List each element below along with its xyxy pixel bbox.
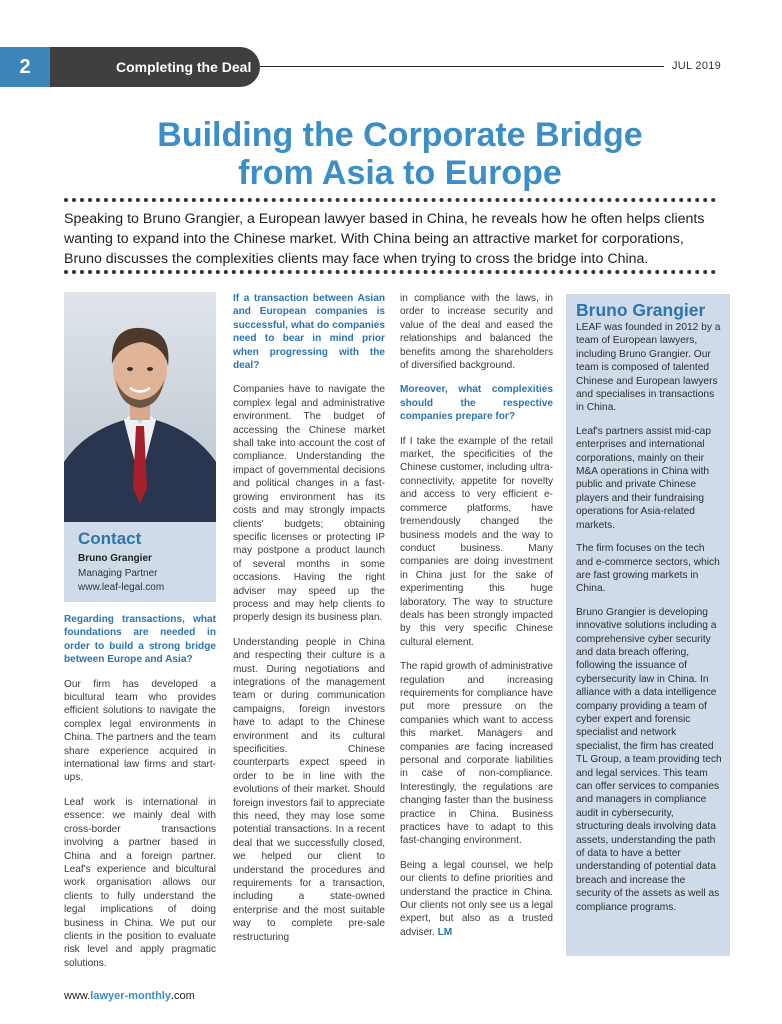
contact-box <box>64 522 216 602</box>
profile-sidebar <box>566 294 730 956</box>
question-foundations: Regarding transactions, what foundations are needed in order to build a strong bridge between Europe and Asia? <box>64 614 216 666</box>
header-rule <box>260 66 664 67</box>
page-number: 2 <box>0 47 50 87</box>
article-title-line-2: from Asia to Europe <box>238 154 562 192</box>
article-title-line-1: Building the Corporate Bridge <box>157 116 643 154</box>
issue-date: JUL 2019 <box>672 60 722 72</box>
contact-name: Bruno Grangier <box>78 553 152 564</box>
section-title: Completing the Deal <box>50 47 260 87</box>
portrait-illustration <box>64 292 216 522</box>
dotted-divider-bottom <box>64 270 716 274</box>
paragraph: The rapid growth of administrative regulation and increasing requirements for compliance have put more pressure on the companies which want to access this market. Managers and companies are facing increased personal and corporate liabilities in case of non-compliance. Interestingly, the regulations are changing faster than the business practice in China. Business practices have to adapt to this fast-changing environment. <box>400 661 553 847</box>
paragraph-final <box>400 859 553 939</box>
footer-website[interactable] <box>64 990 195 1002</box>
contact-role: Managing Partner <box>78 568 158 579</box>
contact-website-link[interactable]: www.leaf-legal.com <box>78 582 165 593</box>
paragraph: Understanding people in China and respecting their culture is a must. During negotiations and integrations of the management team or during communication campaigns, foreign investors have to adapt to the Chinese environment and its cultural specificities. Chinese counterparts expect speed in order to be in line with the evolutions of their market. Should foreign investors fail to appreciate this need, they may lose some potential transactions. In a recent deal that we successfully closed, we helped our client to understand the procedures and requirements for a transaction, including a state-owned enterprise and the most suitable way to complete pre-sale restructuring <box>233 636 385 943</box>
article-column-3 <box>400 292 553 950</box>
sidebar-body <box>576 321 722 924</box>
portrait-photo <box>64 292 216 522</box>
article-column-1 <box>64 613 216 981</box>
article-intro: Speaking to Bruno Grangier, a European lawyer based in China, he reveals how he often helps clients wanting to expand into the Chinese market. With China being an attractive market for corporations, Bruno discusses the complexities clients may face when trying to cross the bridge into China. <box>64 211 705 267</box>
sidebar-paragraph: LEAF was founded in 2012 by a team of European lawyers, including Bruno Grangier. Our team is composed of talented Chinese and European lawyers and specialises in transactions in China. <box>576 322 721 414</box>
paragraph: in compliance with the laws, in order to increase security and value of the deal and eased the relationships and balanced the benefits among the shareholders of diversified background. <box>400 293 553 372</box>
footer-brand: lawyer-monthly <box>90 990 171 1002</box>
article-column-2 <box>233 292 385 955</box>
dotted-divider-top <box>64 198 716 202</box>
paragraph-text: Being a legal counsel, we help our clients to define priorities and understand the practice in China. Our clients not only see us a legal expert, but also as a trusted adviser. <box>400 859 553 938</box>
paragraph: Leaf work is international in essence: we mainly deal with cross-border transactions involving a partner based in China and a foreign partner. Leaf's experience and bicultural work organisation allows our clients to fully understand the legal implications of doing business in China. We put our clients in the position to evaluate risk level and apply pragmatic solutions. <box>64 796 216 969</box>
footer-suffix: .com <box>170 990 195 1002</box>
question-transaction: If a transaction between Asian and European companies is successful, what do companies need to bear in mind prior when progressing with the deal? <box>233 293 385 372</box>
paragraph: Companies have to navigate the complex legal and administrative environment. The budget of accessing the Chinese market shall take into account the cost of compliance. Understanding the impact of governmental decisions and political changes in a fast-growing environment has its costs and may strongly impacts clients' budgets; obtaining specific licenses or protecting IP may postpone a product launch of several months in some occasions. Having the right adviser may speed up the process and may help clients to properly design its business plan. <box>233 384 385 624</box>
question-complexities: Moreover, what complexities should the respective companies prepare for? <box>400 384 553 423</box>
paragraph: Our firm has developed a bicultural team who provides efficient solutions to navigate the complex legal environments in China. The partners and the team share experience acquired in international law firms and start-ups. <box>64 678 216 784</box>
end-mark: LM <box>437 926 453 938</box>
sidebar-paragraph: Leaf's partners assist mid-cap enterprises and international corporations, mainly on their M&A operations in China with public and private Chinese players and their fundraising operations for Asia-related markets. <box>576 425 712 531</box>
sidebar-heading: Bruno Grangier <box>576 300 706 320</box>
paragraph: If I take the example of the retail market, the specificities of the Chinese customer, including ultra-connectivity, appetite for novelty and access to very efficient e-commerce platforms, have tremendously changed the business models and the way to conduct business. Many companies are doing investment in China just for the sake of experimenting this huge laboratory. The way to structure deals has been strongly impacted by this very specific Chinese cultural element. <box>400 435 553 648</box>
footer-prefix: www. <box>64 990 91 1002</box>
sidebar-paragraph: The firm focuses on the tech and e-commerce sectors, which are fast growing markets in China. <box>576 543 720 595</box>
sidebar-paragraph: Bruno Grangier is developing innovative solutions including a comprehensive cyber security and data breach offering, following the issuance of cybersecurity law in China. In alliance with a data intelligence company providing a team of cyber expert and forensic specialist and network specialist, the firm has created TL Group, a team providing tech and legal services. This team can offer services to companies and managers in compliance audit in cybersecurity, structuring deals involving data assets, understanding the path of data to have a better understanding of potential data breach and increase the security of the assets as well as compliance programs. <box>576 606 722 913</box>
contact-heading: Contact <box>78 529 142 548</box>
article-title <box>60 116 740 192</box>
